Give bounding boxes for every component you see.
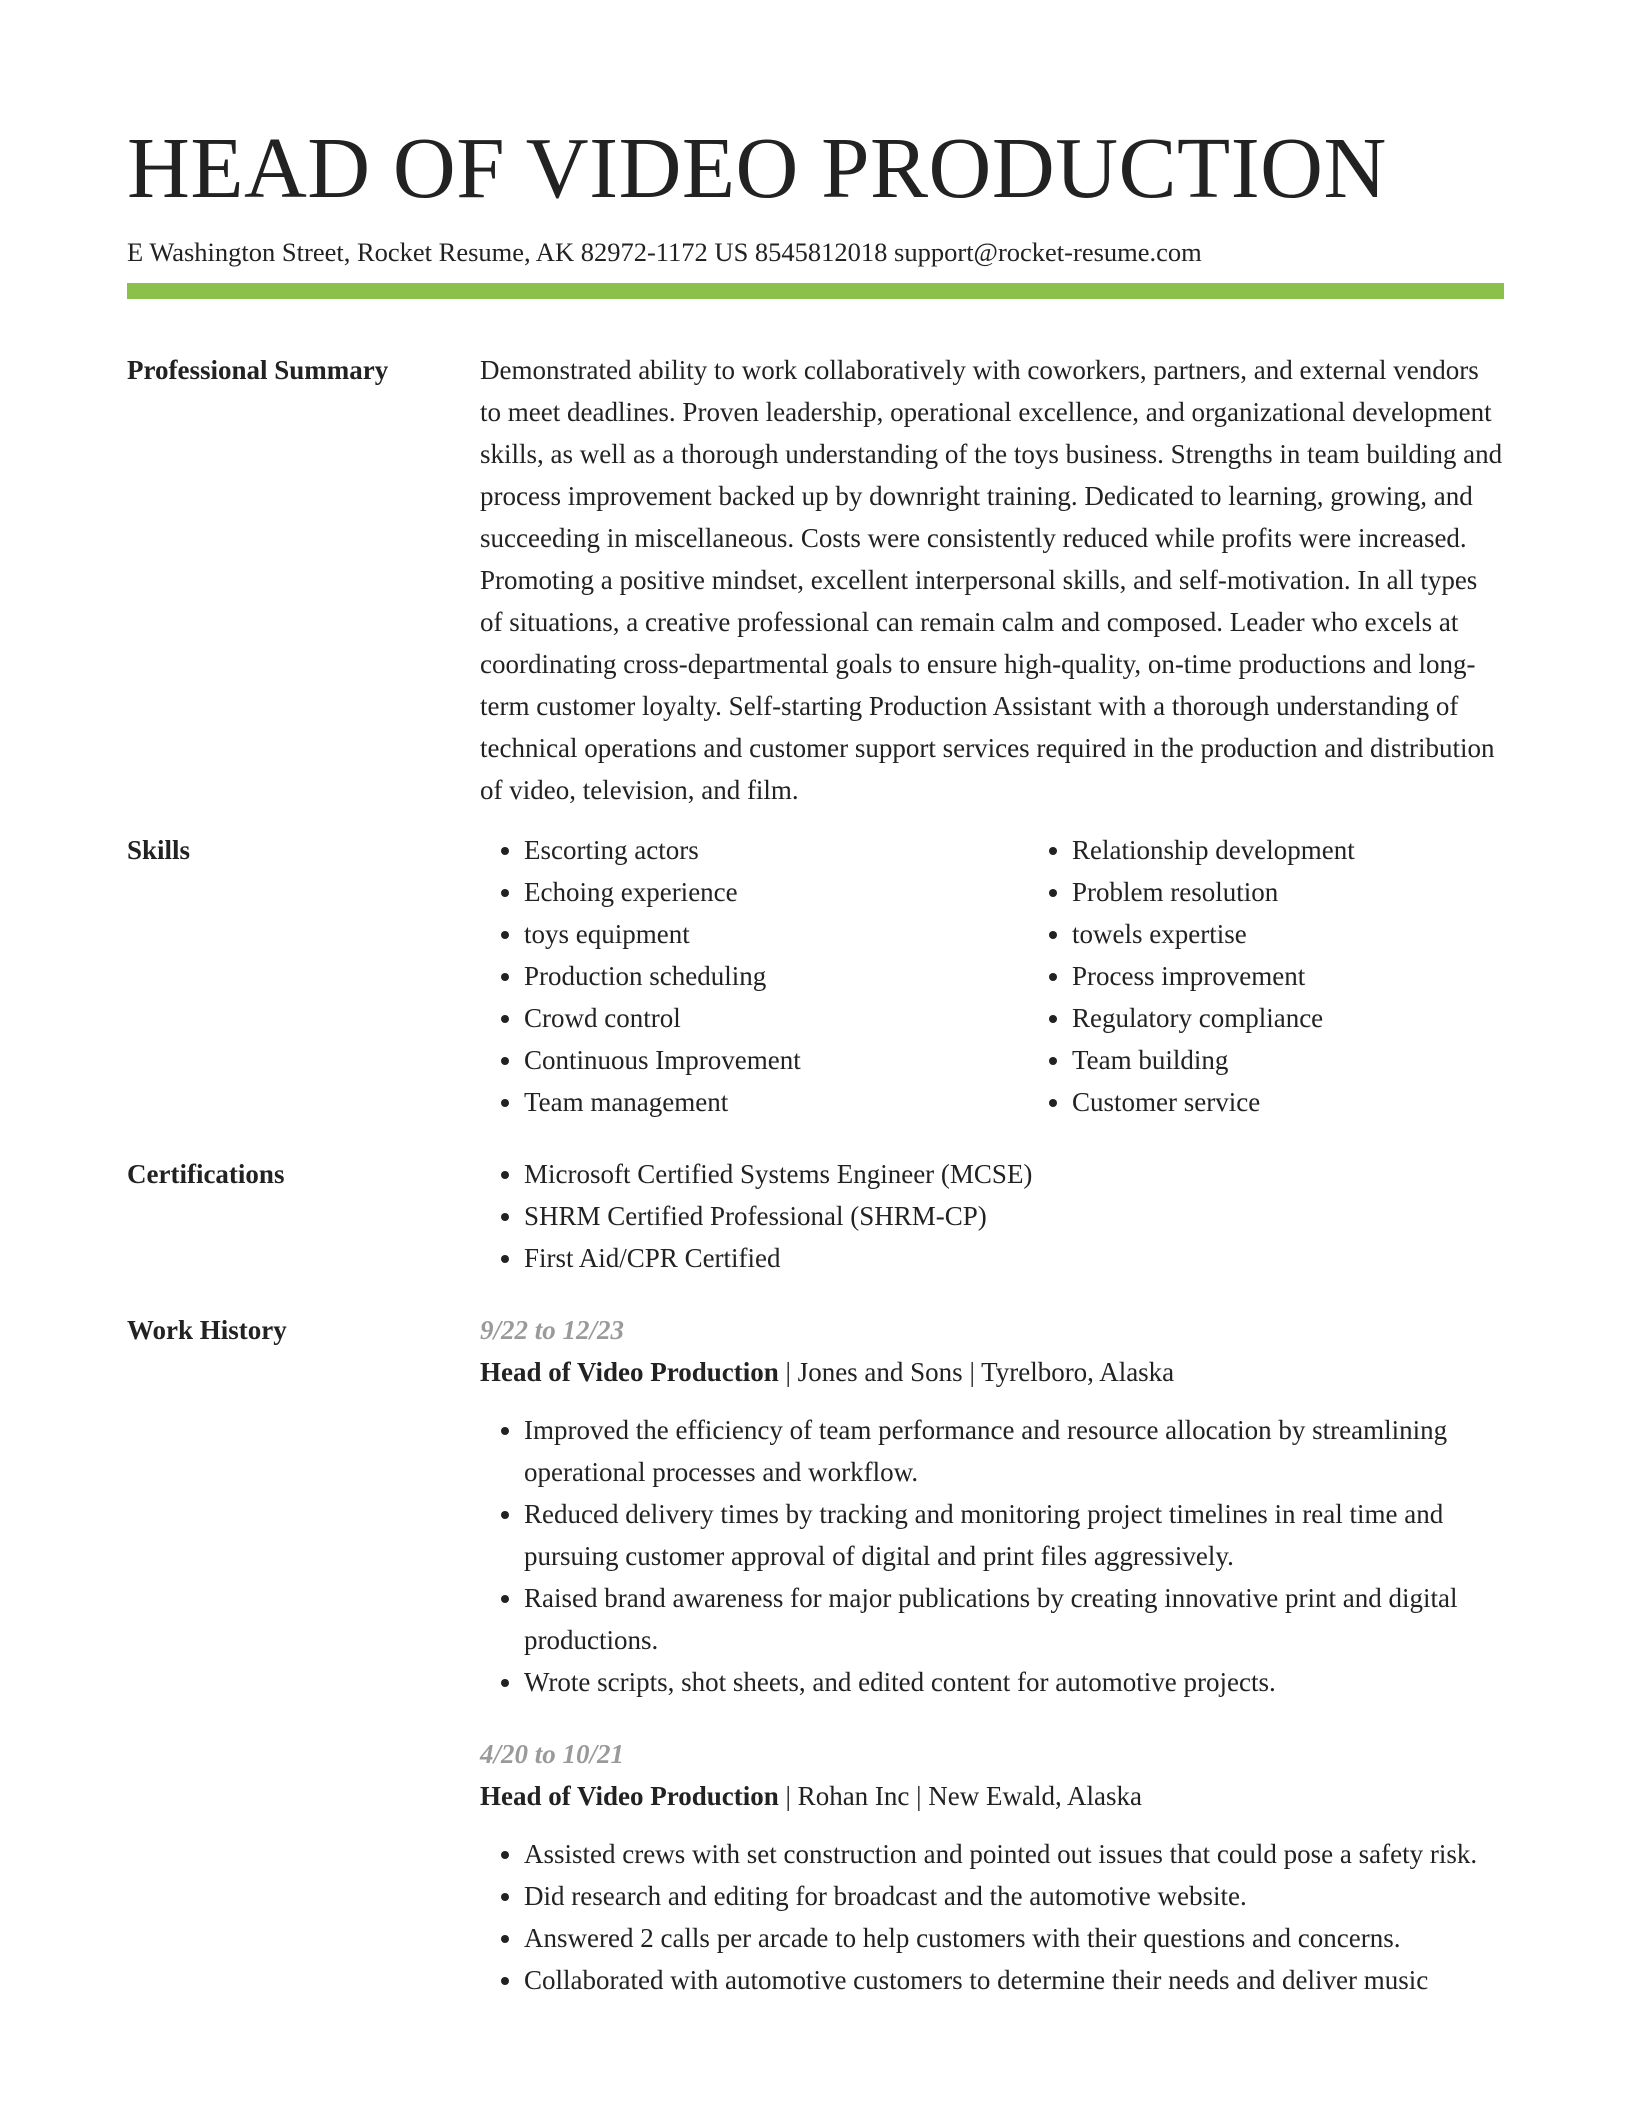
job-bullet: • Improved the efficiency of team performance and resource allocation by streamlining operational processes and workflow. (524, 1409, 1504, 1493)
skill-item: • Customer service (1072, 1081, 1576, 1123)
skills-list-right (1028, 829, 1576, 1123)
skill-item: • Crowd control (524, 997, 1028, 1039)
job-dates: 9/22 to 12/23 (480, 1315, 625, 1346)
skill-item: • Continuous Improvement (524, 1039, 1028, 1081)
contact-line: E Washington Street, Rocket Resume, AK 82972-1172 US 8545812018 support@rocket-resume.com (127, 237, 1202, 267)
skill-item: • toys equipment (524, 913, 1028, 955)
skills-heading: Skills (127, 835, 191, 866)
certifications-list (480, 1153, 1504, 1279)
skill-item: • towels expertise (1072, 913, 1576, 955)
resume-page (127, 118, 1504, 2001)
job-title: Head of Video Production (480, 1357, 779, 1388)
resume-title: HEAD OF VIDEO PRODUCTION (127, 119, 1387, 216)
summary-section (127, 349, 1504, 811)
summary-heading: Professional Summary (127, 355, 389, 386)
work-history-body (480, 1309, 1504, 2001)
certifications-heading: Certifications (127, 1159, 285, 1190)
job-bullet-list (480, 1833, 1504, 2001)
job-bullet: • Collaborated with automotive customers to determine their needs and deliver music (524, 1959, 1504, 2001)
skill-item: • Problem resolution (1072, 871, 1576, 913)
job-bullet: • Wrote scripts, shot sheets, and edited content for automotive projects. (524, 1661, 1504, 1703)
job-entry (480, 1309, 1504, 1703)
job-bullet: • Did research and editing for broadcast and the automotive website. (524, 1875, 1504, 1917)
job-details: | Rohan Inc | New Ewald, Alaska (778, 1781, 1143, 1812)
job-details: | Jones and Sons | Tyrelboro, Alaska (778, 1357, 1175, 1388)
work-history-heading: Work History (127, 1315, 287, 1346)
job-bullet: • Raised brand awareness for major publications by creating innovative print and digital productions. (524, 1577, 1504, 1661)
job-bullet: • Answered 2 calls per arcade to help customers with their questions and concerns. (524, 1917, 1504, 1959)
skill-item: • Relationship development (1072, 829, 1576, 871)
job-title: Head of Video Production (480, 1781, 779, 1812)
job-bullet: • Assisted crews with set construction and pointed out issues that could pose a safety risk. (524, 1833, 1504, 1875)
skills-columns (480, 829, 1576, 1123)
job-title-line (480, 1775, 1504, 1817)
skills-section (127, 829, 1504, 1123)
certifications-body (480, 1153, 1504, 1279)
skill-item: • Process improvement (1072, 955, 1576, 997)
skill-item: • Echoing experience (524, 871, 1028, 913)
job-dates: 4/20 to 10/21 (480, 1739, 625, 1770)
job-bullet-list (480, 1409, 1504, 1703)
certification-item: • Microsoft Certified Systems Engineer (MCSE) (524, 1153, 1504, 1195)
job-entry (480, 1733, 1504, 2001)
job-title-line (480, 1351, 1504, 1393)
certifications-section (127, 1153, 1504, 1279)
job-bullet: • Reduced delivery times by tracking and monitoring project timelines in real time and pursuing customer approval of digital and print files aggressively. (524, 1493, 1504, 1577)
header-divider (127, 283, 1504, 299)
skill-item: • Regulatory compliance (1072, 997, 1576, 1039)
skill-item: • Production scheduling (524, 955, 1028, 997)
skill-item: • Team building (1072, 1039, 1576, 1081)
certification-item: • First Aid/CPR Certified (524, 1237, 1504, 1279)
skills-list-left (480, 829, 1028, 1123)
skill-item: • Team management (524, 1081, 1028, 1123)
certification-item: • SHRM Certified Professional (SHRM-CP) (524, 1195, 1504, 1237)
skill-item: • Escorting actors (524, 829, 1028, 871)
work-history-section (127, 1309, 1504, 2001)
summary-text: Demonstrated ability to work collaboratively with coworkers, partners, and external vendors to meet deadlines. Proven leadership, operational excellence, and organizational development skills, as well as a thorough understanding of the toys business. Strengths in team building and process improvement backed up by downright training. Dedicated to learning, growing, and succeeding in miscellaneous. Costs were consistently reduced while profits were increased. Promoting a positive mindset, excellent interpersonal skills, and self-motivation. In all types of situations, a creative professional can remain calm and composed. Leader who excels at coordinating cross-departmental goals to ensure high-quality, on-time productions and long-term customer loyalty. Self-starting Production Assistant with a thorough understanding of technical operations and customer support services required in the production and distribution of video, television, and film. (480, 355, 1503, 806)
